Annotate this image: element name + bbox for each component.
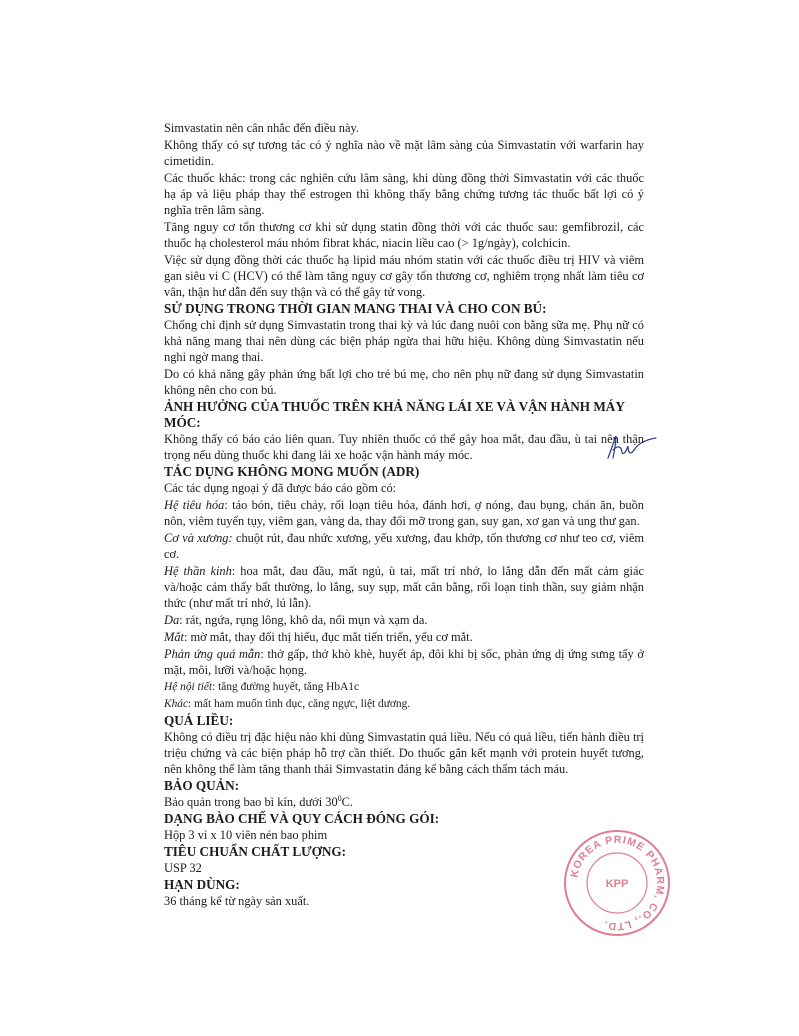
adr-item-label: Hệ nội tiết [164,681,213,693]
section-heading-pregnancy: SỬ DỤNG TRONG THỜI GIAN MANG THAI VÀ CHO CON BÚ: [164,301,547,316]
storage-text-main: Bảo quản trong bao bì kín, dưới 30 [164,795,338,809]
paragraph: 36 tháng kể từ ngày sản xuất. [164,894,310,908]
paragraph: Không thấy có báo cáo liên quan. Tuy nhiên thuốc có thể gây hoa mắt, đau đầu, ù tai nên thận trọng nếu dùng thuốc khi đang lái xe hoặc vận hành máy móc. [164,432,644,462]
section-heading-adr: TÁC DỤNG KHÔNG MONG MUỐN (ADR) [164,464,420,479]
adr-item [164,629,644,645]
adr-item [164,497,644,529]
section-heading-overdose: QUÁ LIỀU: [164,713,234,728]
adr-item-text: : mất ham muốn tình dục, căng ngực, liệt dương. [188,698,411,710]
adr-item-label: Hệ tiêu hóa [164,498,225,512]
adr-item-text: : rát, ngứa, rụng lông, khô da, nổi mụn và xạm da. [179,613,428,627]
adr-item-text: chuột rút, đau nhức xương, yếu xương, đau khớp, tổn thương cơ như teo cơ, viêm cơ. [164,531,645,561]
document-body [164,120,644,910]
adr-item [164,612,644,628]
stamp-center-text: KPP [605,878,629,890]
adr-item-text: : mờ mắt, thay đổi thị hiếu, đục mắt tiến triển, yếu cơ mắt. [183,630,473,644]
section-heading-expiry: HẠN DÙNG: [164,877,240,892]
paragraph: Không có điều trị đặc hiệu nào khi dùng Simvastatin quá liều. Nếu có quá liều, tiến hành điều trị triệu chứng và các biện pháp hỗ trợ cần thiết. Do thuốc gắn kết mạnh với protein huyết tương, nên không thể làm tăng thanh thải Simvastatin đáng kể bằng cách thẩm tách máu. [164,730,644,776]
company-stamp [562,828,672,938]
paragraph: Không thấy có sự tương tác có ý nghĩa nào về mặt lâm sàng của Simvastatin với warfarin hay cimetidin. [164,138,644,168]
adr-item-label: Phản ứng quá mẫn [164,647,261,661]
storage-superscript: 0 [337,793,342,803]
adr-item [164,646,644,678]
adr-item [164,679,644,695]
paragraph: Các tác dụng ngoại ý đã được báo cáo gồm có: [164,481,397,495]
paragraph: USP 32 [164,861,202,875]
section-heading-standard: TIÊU CHUẨN CHẤT LƯỢNG: [164,844,347,859]
adr-item-text: : thở gấp, thở khò khè, huyết áp, đôi khi bị sốc, phản ứng dị ứng sưng tấy ở mặt, môi, lưỡi và/hoặc họng. [164,647,644,677]
handwritten-signature [604,432,660,462]
paragraph: Các thuốc khác: trong các nghiên cứu lâm sàng, khi dùng đồng thời Simvastatin với các thuốc hạ áp và liệu pháp thay thế estrogen thì không thấy bằng chứng tương tác thuốc bất lợi có ý nghĩa trên lâm sàng. [164,171,644,217]
adr-item-label: Khác [164,698,189,710]
storage-text [164,794,644,810]
paragraph: Việc sử dụng đồng thời các thuốc hạ lipid máu nhóm statin với các thuốc điều trị HIV và viêm gan siêu vi C (HCV) có thể làm tăng nguy cơ gây tổn thương cơ, nghiêm trọng nhất làm tiêu cơ vân, thận hư dẫn đến suy thận và có thể gây tử vong. [164,253,644,299]
adr-item-label: Hệ thần kinh [164,564,232,578]
section-heading-packaging: DẠNG BÀO CHẾ VÀ QUY CÁCH ĐÓNG GÓI: [164,811,440,826]
adr-item [164,696,644,712]
adr-item-text: : tăng đường huyết, tăng HbA1c [212,681,360,693]
adr-item-label: Mắt [164,630,184,644]
adr-item [164,530,644,562]
paragraph: Tăng nguy cơ tổn thương cơ khi sử dụng statin đồng thời với các thuốc sau: gemfibrozil, các thuốc hạ cholesterol máu nhóm fibrat khác, niacin liều cao (> 1g/ngày), colchicin. [164,220,644,250]
storage-text-unit: C. [341,795,354,809]
adr-item [164,563,644,611]
stamp-ring-text: KOREA PRIME PHARM. CO., LTD. [568,833,667,933]
section-heading-driving: ẢNH HƯỞNG CỦA THUỐC TRÊN KHẢ NĂNG LÁI XE VÀ VẬN HÀNH MÁY MÓC: [164,399,625,430]
paragraph: Simvastatin nên cân nhắc đến điều này. [164,121,359,135]
paragraph: Hộp 3 vỉ x 10 viên nén bao phim [164,828,328,842]
adr-item-label: Cơ và xương: [164,531,233,545]
paragraph: Do có khả năng gây phản ứng bất lợi cho trẻ bú mẹ, cho nên phụ nữ đang sử dụng Simvastatin không nên cho con bú. [164,367,644,397]
paragraph: Chống chỉ định sử dụng Simvastatin trong thai kỳ và lúc đang nuôi con bằng sữa mẹ. Phụ nữ có khả năng mang thai nên dùng các biện pháp ngừa thai hữu hiệu. Không dùng Simvastatin nếu nghi ngờ mang thai. [164,318,644,364]
section-heading-storage: BẢO QUẢN: [164,778,240,793]
adr-item-text: : táo bón, tiêu chảy, rối loạn tiêu hóa, đánh hơi, ợ nóng, đau bụng, chán ăn, buồn nôn, viêm tuyến tụy, viêm gan, vàng da, thay đổi mỡ trong gan, suy gan, xơ gan và ung thư gan. [164,498,645,528]
adr-item-label: Da [164,613,180,627]
adr-item-text: : hoa mắt, đau đầu, mất ngủ, ù tai, mất trí nhớ, lo lắng dẫn đến mất cảm giác và/hoặc cảm thấy bất thường, lo lắng, suy sụp, mất cân bằng, rối loạn tinh thần, suy giảm nhận thức (như mất trí nhớ, lú lẫn). [164,564,644,610]
